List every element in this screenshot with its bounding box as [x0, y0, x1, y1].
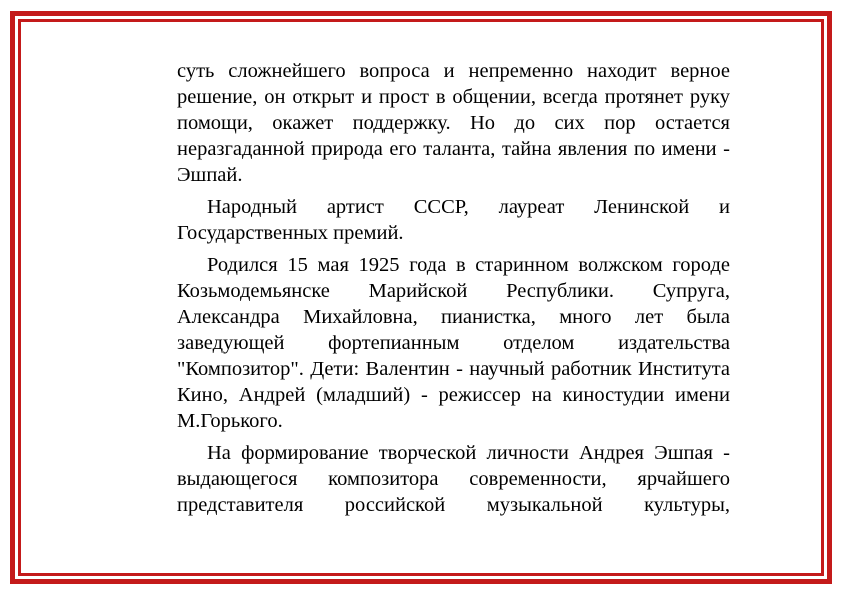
paragraph-formation: На формирование творческой личности Андрея Эшпая - выдающегося композитора современности, ярчайшего представителя российской музыкальной культуры, — [177, 442, 730, 516]
paragraph-title-honors: Народный артист СССР, лауреат Ленинской и Государственных премий. — [177, 196, 730, 244]
body-text — [177, 58, 730, 524]
paragraph-biography: Родился 15 мая 1925 года в старинном волжском городе Козьмодемьянске Марийской Республики. Супруга, Александра Михайловна, пианистка, много лет была заведующей фортепианным отделом издательства "Композитор". Дети: Валентин - научный работник Института Кино, Андрей (младший) - режиссер на киностудии имени М.Горького. — [177, 254, 730, 432]
paragraph-continuation: суть сложнейшего вопроса и непременно находит верное решение, он открыт и прост в общении, всегда протянет руку помощи, окажет поддержку. Но до сих пор остается неразгаданной природа его таланта, тайна явления по имени - Эшпай. — [177, 60, 730, 186]
